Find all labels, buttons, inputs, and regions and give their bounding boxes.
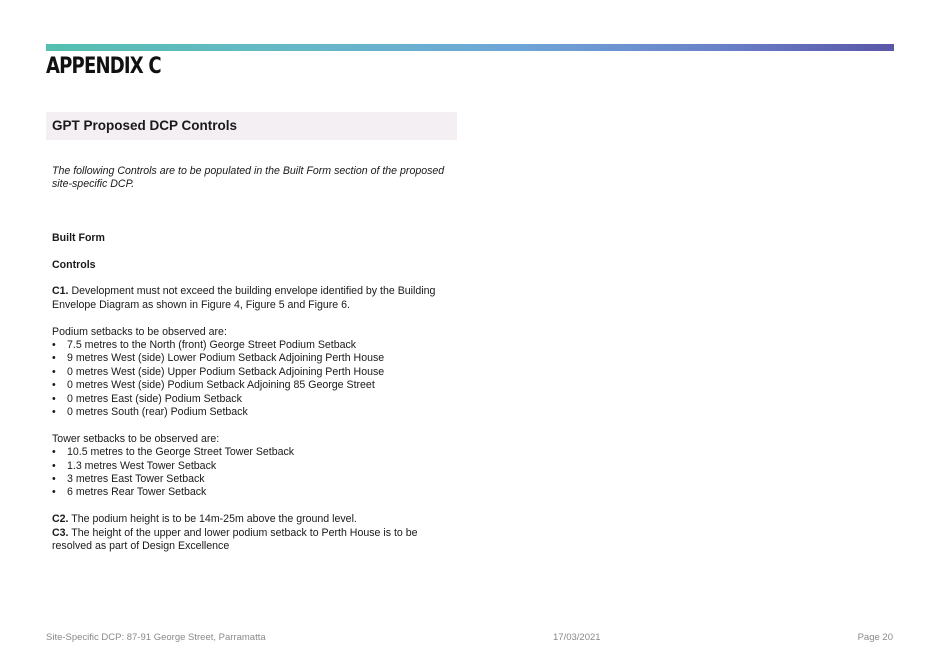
intro-text: The following Controls are to be populated in the Built Form section of the proposed site-specific DCP. — [52, 165, 445, 191]
header-accent-bar — [46, 44, 894, 51]
tower-setbacks-intro: Tower setbacks to be observed are: — [52, 432, 220, 445]
built-form-heading: Built Form — [52, 231, 105, 244]
list-item — [52, 460, 452, 473]
list-item-text: 0 metres South (rear) Podium Setback — [67, 406, 248, 419]
control-c2-text: The podium height is to be 14m-25m above the ground level. — [68, 513, 357, 526]
controls-heading: Controls — [52, 258, 96, 271]
list-item-text: 1.3 metres West Tower Setback — [67, 459, 217, 472]
bullet-icon: • — [52, 473, 56, 486]
podium-setbacks-intro: Podium setbacks to be observed are: — [52, 325, 227, 338]
list-item — [52, 406, 452, 419]
tower-setbacks-list — [52, 446, 452, 500]
bullet-icon: • — [52, 352, 56, 365]
spacer — [52, 419, 452, 432]
control-c2-label: C2. — [52, 513, 69, 526]
footer-page-number: Page 20 — [857, 632, 893, 643]
list-item — [52, 366, 452, 379]
spacer — [52, 312, 452, 325]
bullet-icon: • — [52, 392, 56, 405]
bullet-icon: • — [52, 406, 56, 419]
bullet-icon: • — [52, 339, 56, 352]
control-c1-text: Development must not exceed the building envelope identified by the Building Envelope Diagram as shown in Figure 4, Figure 5 and Figure 6. — [52, 285, 436, 311]
appendix-title: APPENDIX C — [46, 54, 161, 79]
control-c1 — [52, 285, 452, 312]
bullet-icon: • — [52, 446, 56, 459]
list-item — [52, 393, 452, 406]
bullet-icon: • — [52, 379, 56, 392]
spacer — [52, 245, 452, 258]
list-item — [52, 486, 452, 499]
document-body — [52, 165, 452, 553]
podium-setbacks-list — [52, 339, 452, 419]
control-c3-label: C3. — [52, 526, 69, 539]
list-item-text: 3 metres East Tower Setback — [67, 473, 205, 486]
bullet-icon: • — [52, 486, 56, 499]
section-header — [46, 112, 457, 140]
footer-date: 17/03/2021 — [553, 632, 601, 643]
spacer — [52, 500, 452, 513]
bullet-icon: • — [52, 459, 56, 472]
list-item — [52, 379, 452, 392]
list-item-text: 0 metres East (side) Podium Setback — [67, 392, 242, 405]
list-item — [52, 339, 452, 352]
list-item — [52, 352, 452, 365]
list-item-text: 10.5 metres to the George Street Tower Setback — [67, 446, 295, 459]
control-c3 — [52, 527, 452, 554]
list-item-text: 6 metres Rear Tower Setback — [67, 486, 207, 499]
spacer — [52, 192, 452, 232]
list-item-text: 9 metres West (side) Lower Podium Setback Adjoining Perth House — [67, 352, 385, 365]
bullet-icon: • — [52, 365, 56, 378]
section-title: GPT Proposed DCP Controls — [52, 118, 238, 133]
control-c1-label: C1. — [52, 285, 69, 298]
spacer — [52, 272, 452, 285]
list-item-text: 0 metres West (side) Podium Setback Adjoining 85 George Street — [67, 379, 375, 392]
list-item-text: 7.5 metres to the North (front) George Street Podium Setback — [67, 339, 357, 352]
control-c2 — [52, 513, 452, 526]
control-c3-text: The height of the upper and lower podium setback to Perth House is to be resolved as part of Design Excellence — [52, 526, 418, 553]
list-item-text: 0 metres West (side) Upper Podium Setback Adjoining Perth House — [67, 365, 385, 378]
list-item — [52, 473, 452, 486]
footer-document-title: Site-Specific DCP: 87-91 George Street, Parramatta — [46, 632, 266, 643]
list-item — [52, 446, 452, 459]
